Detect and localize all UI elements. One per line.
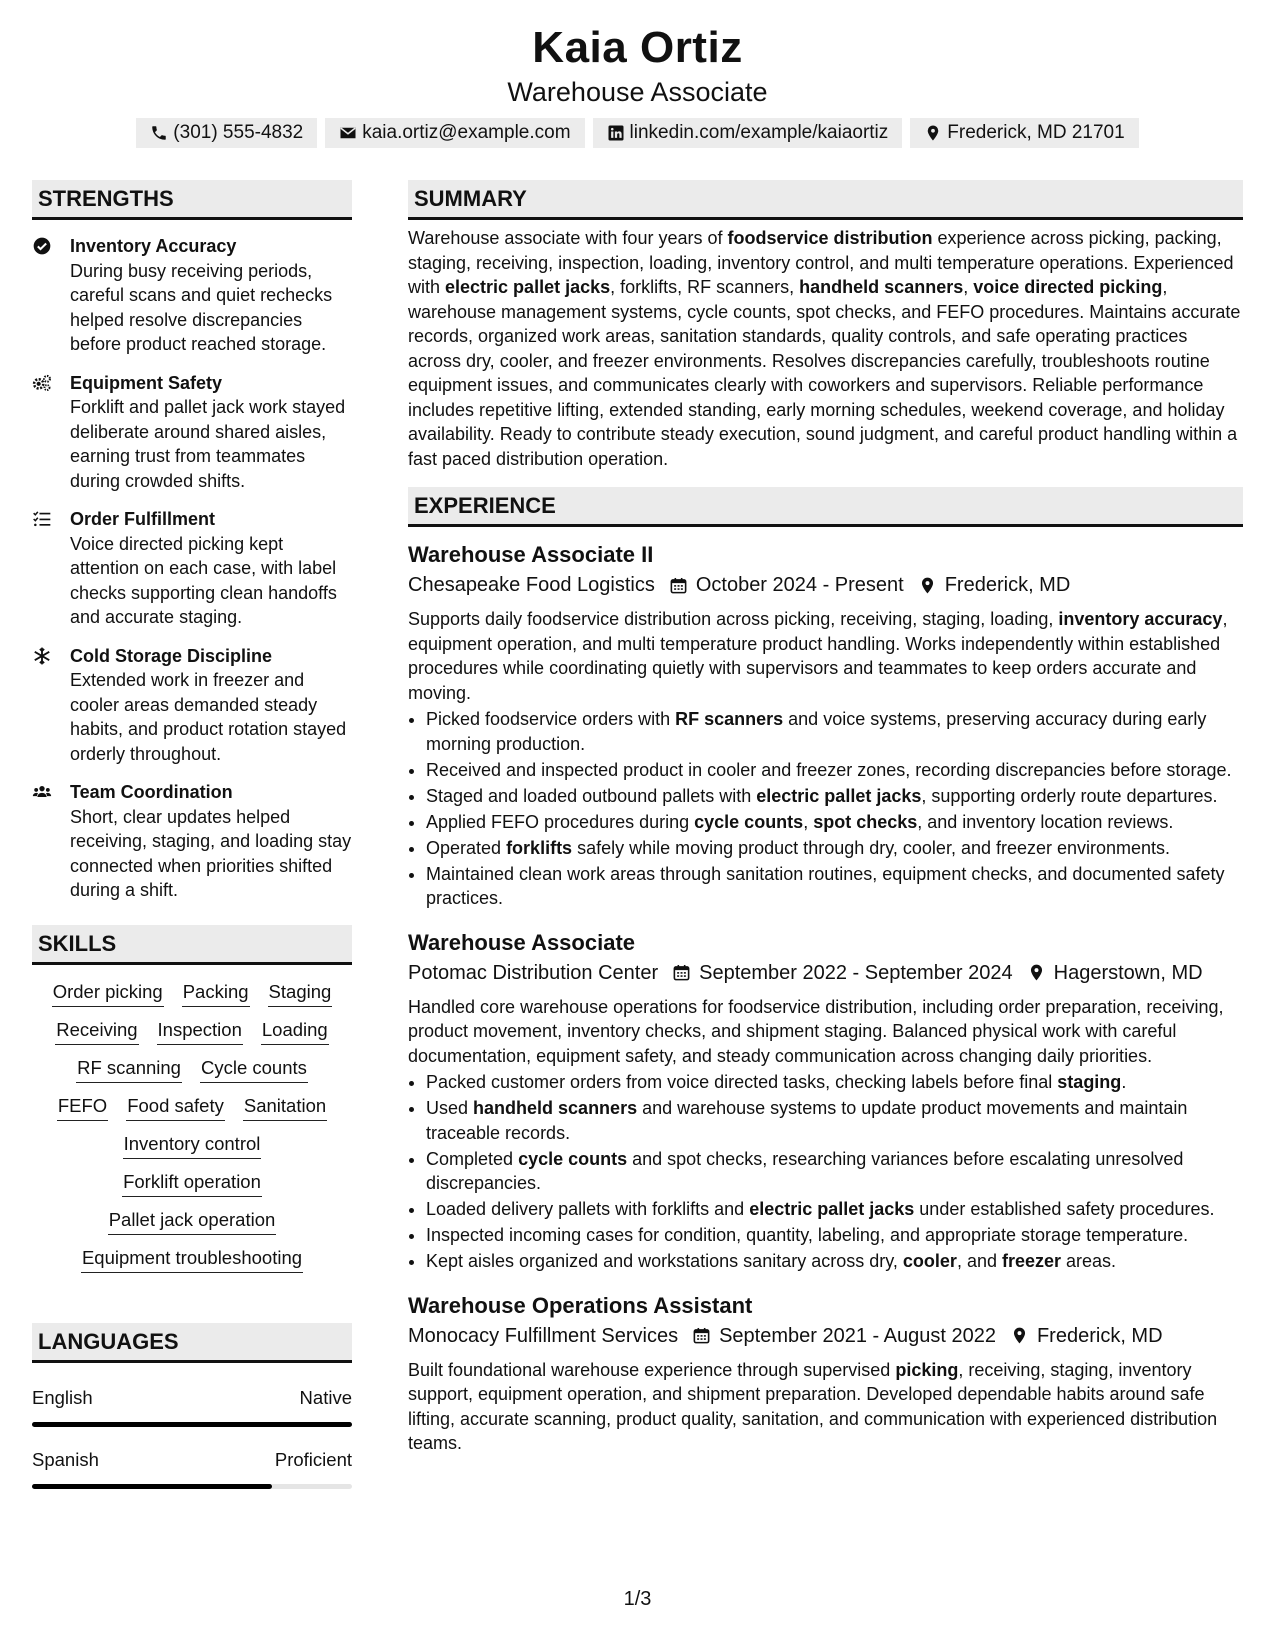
text-run: Operated [426,837,507,858]
bullet-item [426,1147,1243,1196]
strength-title: Order Fulfillment [70,509,216,529]
strength-item [32,371,352,494]
skill-tag: Loading [261,1019,329,1045]
text-run: , equipment operation, and multi temperature product handling. Works independently within established procedures while coordinating quietly with supervisors and teammates to keep orders accurate and moving. [408,609,1228,703]
calendar-icon [669,576,688,595]
bullet-item [426,810,1243,835]
bullet-item [426,758,1243,783]
bold-text: voice directed picking [973,277,1163,297]
company-name: Potomac Distribution Center [408,961,659,984]
language-name: English [32,1386,93,1408]
strength-title: Inventory Accuracy [70,236,237,256]
text-run: Kept aisles organized and workstations sanitary across dry, [426,1251,903,1271]
languages-heading: LANGUAGES [32,1323,352,1363]
left-column [32,180,352,1489]
skill-tag: Staging [268,981,333,1007]
bold-text: RF scanners [675,709,784,729]
linkedin-text: linkedin.com/example/kaiaortiz [629,122,889,143]
strength-item [32,644,352,767]
summary-heading: SUMMARY [408,180,1243,220]
bold-text: handheld scanners [473,1098,638,1118]
bullet-item [426,1197,1243,1222]
contact-linkedin[interactable] [593,118,903,148]
linkedin-icon [607,124,625,142]
skill-tag: Sanitation [243,1095,327,1121]
bold-text: cooler [902,1251,957,1271]
contact-bar [0,118,1275,148]
skills-list [44,981,340,1273]
skill-tag: Equipment troubleshooting [81,1247,303,1273]
text-run: Used [426,1098,474,1118]
bold-text: cycle counts [518,1148,628,1169]
map-pin-icon [1010,1326,1029,1345]
company-name: Chesapeake Food Logistics [408,574,655,596]
company-name: Monocacy Fulfillment Services [408,1324,679,1347]
job-bullets [408,707,1243,911]
candidate-name: Kaia Ortiz [532,23,743,72]
skill-tag: RF scanning [76,1057,182,1083]
contact-phone[interactable] [136,118,317,148]
skill-tag: FEFO [57,1095,108,1121]
gears-icon [32,373,52,393]
bullet-item [426,1249,1243,1274]
text-run: Received and inspected product in cooler and freezer zones, recording discrepancies before storage. [426,759,1232,780]
text-run: , and inventory location reviews. [917,811,1174,832]
skills-heading: SKILLS [32,925,352,965]
job-dates: September 2022 - September 2024 [699,961,1013,984]
bold-text: foodservice distribution [727,228,933,248]
text-run: Supports daily foodservice distribution across picking, receiving, staging, loading, [408,609,1059,629]
language-bar-fill [32,1422,352,1427]
job-meta [408,571,1243,599]
bold-text: spot checks [813,811,918,832]
strength-text: Forklift and pallet jack work stayed deliberate around shared aisles, earning trust from teammates during crowded shifts. [70,397,346,491]
bold-text: forklifts [506,837,573,858]
language-bar [32,1484,352,1489]
strength-title: Cold Storage Discipline [70,645,273,666]
skill-tag: Cycle counts [200,1057,308,1083]
map-pin-icon [924,124,942,142]
list-check-icon [32,509,52,529]
text-run: Inspected incoming cases for condition, quantity, labeling, and appropriate storage temperature. [426,1225,1189,1245]
text-run: , supporting orderly route departures. [921,785,1218,806]
text-run: , and [956,1251,1002,1271]
skill-tag: Receiving [55,1019,138,1045]
bullet-item [426,1070,1243,1095]
bullet-item [426,836,1243,861]
text-run: and warehouse systems to update product movements and maintain traceable records. [426,1098,1188,1143]
resume-header [0,0,1275,148]
contact-location [910,118,1138,148]
experience-heading: EXPERIENCE [408,487,1243,527]
language-level: Proficient [274,1448,352,1470]
job-entry [408,929,1243,1274]
bold-text: handheld scanners [799,277,964,297]
strength-item [32,234,352,357]
skill-tag: Pallet jack operation [108,1209,277,1235]
strength-text: Voice directed picking kept attention on each case, with label checks supporting clean handoffs and accurate staging. [70,533,337,627]
job-entry [408,541,1243,911]
bold-text: picking [895,1359,959,1380]
job-entry [408,1292,1243,1456]
snowflake-icon [32,646,52,666]
language-level: Native [299,1386,352,1408]
text-run: . [1121,1072,1127,1092]
text-run: and spot checks, researching variances before escalating unresolved discrepancies. [426,1148,1184,1193]
experience-list [408,541,1243,1456]
page-number: 1/3 [623,1588,652,1610]
text-run: Packed customer orders from voice directed tasks, checking labels before final [426,1072,1058,1092]
text-run: Picked foodservice orders with [426,709,676,729]
candidate-title: Warehouse Associate [507,77,768,107]
skill-tag: Inventory control [123,1133,262,1159]
job-bullets [408,1070,1243,1274]
job-dates: September 2021 - August 2022 [719,1324,996,1347]
strength-text: Short, clear updates helped receiving, staging, and loading stay connected when priorities shifted during a shift. [70,806,352,900]
job-title: Warehouse Operations Assistant [408,1292,753,1318]
text-run: areas. [1061,1251,1117,1271]
job-location: Hagerstown, MD [1053,961,1203,984]
summary-text [408,226,1243,471]
skill-tag: Inspection [157,1019,243,1045]
bold-text: staging [1057,1072,1122,1092]
text-run: Built foundational warehouse experience through supervised [408,1359,896,1380]
bold-text: electric pallet jacks [445,277,611,297]
job-description [408,995,1243,1069]
text-run: Staged and loaded outbound pallets with [426,785,757,806]
strength-item [32,507,352,630]
text-run: , warehouse management systems, cycle counts, spot checks, and FEFO procedures. Maintains accurate records, organized work areas, sanitation standards, quality controls, and safe operating practices across dry, cooler, and freezer environments. Resolves discrepancies carefully, troubleshoots routine equipment issues, and communicates clearly with coworkers and supervisors. Reliable performance includes repetitive lifting, extended standing, early morning schedules, weekend coverage, and holiday availability. Ready to contribute steady execution, sound judgment, and careful product handling within a fast paced distribution operation. [408,277,1241,469]
text-run: , [803,811,814,832]
text-run: and voice systems, preserving accuracy during early morning production. [426,709,1207,754]
phone-icon [150,124,168,142]
strength-title: Team Coordination [70,782,233,802]
text-run: , receiving, staging, inventory support, equipment operation, and shipment preparation. Developed dependable habits around safe lifting, accurate scanning, product quality, sanitation, and communication with experienced distribution teams. [408,1359,1218,1453]
job-meta [408,1322,1243,1350]
strength-item [32,780,352,903]
text-run: Handled core warehouse operations for foodservice distribution, including order preparation, receiving, product movement, inventory checks, and shipment staging. Balanced physical work with careful documentation, equipment safety, and steady communication across changing daily priorities. [408,996,1224,1066]
text-run: Warehouse associate with four years of [408,228,728,248]
team-icon [32,782,52,802]
phone-text: (301) 555-4832 [173,122,304,143]
job-description [408,607,1243,705]
bold-text: electric pallet jacks [749,1199,915,1219]
bold-text: freezer [1001,1251,1062,1271]
check-circle-icon [32,236,52,256]
job-location: Frederick, MD [1036,1324,1163,1347]
text-run: Applied FEFO procedures during [426,811,695,832]
text-run: experience across picking, packing, staging, receiving, inspection, loading, inventory control, and multi temperature operations. Experienced with [408,228,1234,297]
language-item [32,1387,352,1427]
skill-tag: Packing [182,981,250,1007]
skill-tag: Food safety [126,1095,225,1121]
skill-tag: Order picking [52,981,164,1007]
job-title: Warehouse Associate II [408,542,654,567]
text-run: , forklifts, RF scanners, [610,277,800,297]
bullet-item [426,784,1243,809]
calendar-icon [672,963,691,982]
bullet-item [426,707,1243,756]
bullet-item [426,862,1243,911]
text-run: safely while moving product through dry, cooler, and freezer environments. [572,837,1171,858]
map-pin-icon [1027,963,1046,982]
text-run: under established safety procedures. [914,1199,1215,1219]
skill-tag: Forklift operation [122,1171,262,1197]
contact-email[interactable] [325,118,584,148]
text-run: Loaded delivery pallets with forklifts and [426,1199,750,1219]
language-bar [32,1422,352,1427]
right-column [408,180,1243,1456]
strength-text: During busy receiving periods, careful scans and quiet rechecks helped resolve discrepancies before product reached storage. [70,260,333,354]
text-run: , [963,277,974,297]
text-run: Maintained clean work areas through sanitation routines, equipment checks, and documented safety practices. [426,863,1225,908]
bullet-item [426,1096,1243,1145]
bold-text: electric pallet jacks [756,785,922,806]
bold-text: inventory accuracy [1058,609,1223,629]
envelope-icon [339,124,357,142]
bullet-item [426,1223,1243,1248]
job-location: Frederick, MD [944,574,1071,596]
strengths-heading: STRENGTHS [32,180,352,220]
language-item [32,1449,352,1489]
email-text: kaia.ortiz@example.com [362,122,571,143]
language-name: Spanish [32,1448,99,1470]
strength-text: Extended work in freezer and cooler areas demanded steady habits, and product rotation stayed orderly throughout. [70,670,347,764]
job-description [408,1358,1243,1456]
language-bar-fill [32,1484,272,1489]
text-run: Completed [426,1148,519,1169]
job-title: Warehouse Associate [408,929,636,955]
job-dates: October 2024 - Present [695,574,904,596]
calendar-icon [692,1326,711,1345]
bold-text: cycle counts [694,811,804,832]
strength-title: Equipment Safety [70,372,223,393]
job-meta [408,959,1243,987]
map-pin-icon [918,576,937,595]
location-text: Frederick, MD 21701 [947,122,1125,143]
